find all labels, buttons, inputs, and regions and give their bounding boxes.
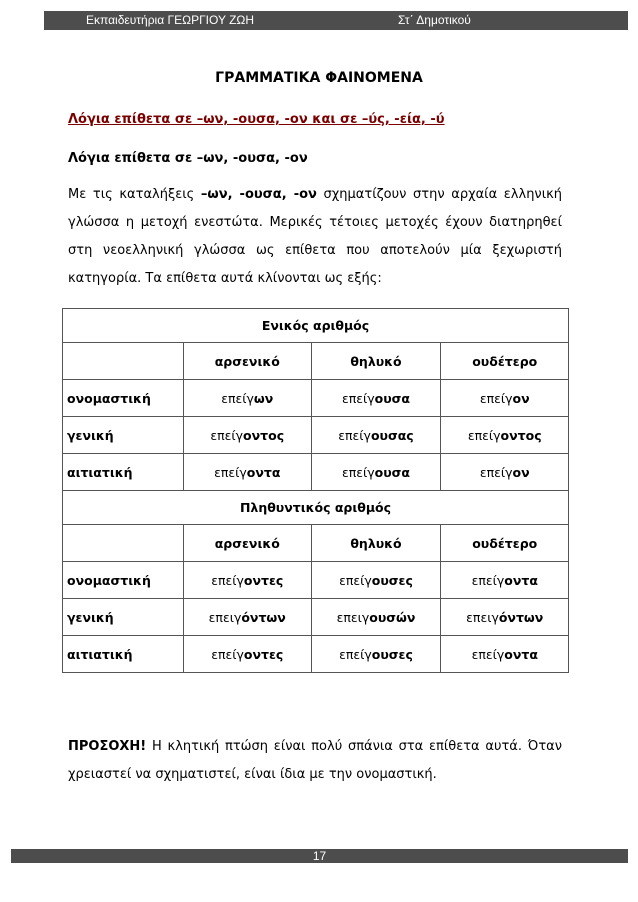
paragraph-rest: σχηματίζουν στην αρχαία ελληνική γλώσσα η μετοχή ενεστώτα. Μερικές τέτοιες μετοχές έχουν διατηρηθεί στη νεοελληνική γλώσσα ως επίθετα που αποτελούν μία ξεχωριστή κατηγορία. Τα επίθετα αυτά κλίνονται ως εξής: — [68, 187, 562, 286]
inflected-form — [441, 380, 569, 417]
word-stem: επείγ — [210, 427, 244, 443]
subsection-heading: Λόγια επίθετα σε –ων, -ουσα, -ον — [68, 151, 308, 166]
page-title: ΓΡΑΜΜΑΤΙΚΑ ΦΑΙΝΟΜΕΝΑ — [215, 70, 423, 86]
case-label: ονομαστική — [63, 562, 184, 599]
word-stem: επείγ — [339, 646, 372, 662]
gender-header: αρσενικό — [184, 343, 312, 380]
section-heading: Λόγια επίθετα σε –ων, -ουσα, -ον και σε –ύς, -εία, -ύ — [68, 112, 445, 127]
note-text: Η κλητική πτώση είναι πολύ σπάνια στα επίθετα αυτά. Όταν χρειαστεί να σχηματιστεί, είναι ίδια με την ονομαστική. — [68, 739, 562, 782]
number-section-title: Πληθυντικός αριθμός — [63, 491, 569, 525]
word-stem: επείγ — [479, 464, 513, 480]
table-row — [63, 380, 569, 417]
word-stem: επείγ — [341, 390, 375, 406]
inflected-form — [311, 599, 441, 636]
word-stem: επειγ — [208, 609, 242, 625]
word-stem: επείγ — [479, 390, 513, 406]
intro-paragraph — [68, 181, 562, 293]
declension-table — [62, 308, 569, 673]
inflected-form — [184, 417, 312, 454]
word-ending: ουσας — [370, 427, 414, 443]
word-ending: ων — [253, 390, 274, 406]
case-label: ονομαστική — [63, 380, 184, 417]
word-stem: επειγ — [466, 609, 499, 625]
case-label: αιτιατική — [63, 454, 184, 491]
word-ending: ον — [512, 464, 530, 480]
table-row — [63, 636, 569, 673]
word-ending: οντα — [504, 646, 538, 662]
word-ending: όντων — [498, 609, 544, 625]
word-stem: επείγ — [471, 646, 505, 662]
word-stem: επείγ — [471, 572, 505, 588]
table-row — [63, 417, 569, 454]
page-header — [44, 11, 628, 30]
word-stem: επείγ — [221, 390, 254, 406]
word-stem: επείγ — [467, 427, 501, 443]
table-row — [63, 599, 569, 636]
word-stem: επειγ — [336, 609, 370, 625]
inflected-form — [441, 417, 569, 454]
inflected-form — [184, 599, 312, 636]
word-ending: ουσα — [374, 390, 410, 406]
word-ending: ουσες — [371, 572, 413, 588]
word-ending: οντος — [243, 427, 285, 443]
word-ending: όντων — [241, 609, 286, 625]
note-warning: ΠΡΟΣΟΧΗ! — [68, 739, 147, 754]
empty-cell — [63, 343, 184, 380]
inflected-form — [311, 636, 441, 673]
word-ending: οντες — [243, 646, 284, 662]
case-label: γενική — [63, 417, 184, 454]
grade-label: Στ΄ Δημοτικού — [398, 13, 471, 27]
table-row — [63, 562, 569, 599]
word-ending: οντος — [500, 427, 542, 443]
inflected-form — [184, 454, 312, 491]
gender-header: ουδέτερο — [441, 343, 569, 380]
word-stem: επείγ — [339, 572, 372, 588]
case-label: γενική — [63, 599, 184, 636]
word-stem: επείγ — [341, 464, 375, 480]
word-ending: οντες — [243, 572, 284, 588]
inflected-form — [441, 636, 569, 673]
inflected-form — [311, 417, 441, 454]
inflected-form — [441, 599, 569, 636]
gender-header: ουδέτερο — [441, 525, 569, 562]
gender-header-row — [63, 525, 569, 562]
word-stem: επείγ — [338, 427, 371, 443]
word-ending: ουσών — [369, 609, 416, 625]
gender-header: αρσενικό — [184, 525, 312, 562]
page-number: 17 — [312, 849, 327, 863]
number-section-title: Ενικός αριθμός — [63, 309, 569, 343]
word-ending: ον — [512, 390, 530, 406]
inflected-form — [184, 380, 312, 417]
note-paragraph — [68, 733, 562, 789]
section-header-row — [63, 309, 569, 343]
inflected-form — [184, 636, 312, 673]
gender-header: θηλυκό — [311, 525, 441, 562]
gender-header: θηλυκό — [311, 343, 441, 380]
inflected-form — [441, 454, 569, 491]
word-stem: επείγ — [214, 464, 247, 480]
inflected-form — [184, 562, 312, 599]
empty-cell — [63, 525, 184, 562]
word-stem: επείγ — [211, 572, 244, 588]
word-stem: επείγ — [211, 646, 244, 662]
gender-header-row — [63, 343, 569, 380]
word-ending: οντα — [246, 464, 281, 480]
inflected-form — [311, 454, 441, 491]
case-label: αιτιατική — [63, 636, 184, 673]
paragraph-start: Με τις καταλήξεις — [68, 187, 201, 202]
inflected-form — [311, 562, 441, 599]
school-name: Εκπαιδευτήρια ΓΕΩΡΓΙΟΥ ΖΩΗ — [86, 13, 255, 27]
table-row — [63, 454, 569, 491]
paragraph-endings: –ων, -ουσα, -ον — [200, 187, 317, 202]
word-ending: ουσα — [374, 464, 410, 480]
section-header-row — [63, 491, 569, 525]
word-ending: ουσες — [371, 646, 413, 662]
inflected-form — [311, 380, 441, 417]
word-ending: οντα — [504, 572, 538, 588]
page-footer — [11, 849, 628, 863]
inflected-form — [441, 562, 569, 599]
